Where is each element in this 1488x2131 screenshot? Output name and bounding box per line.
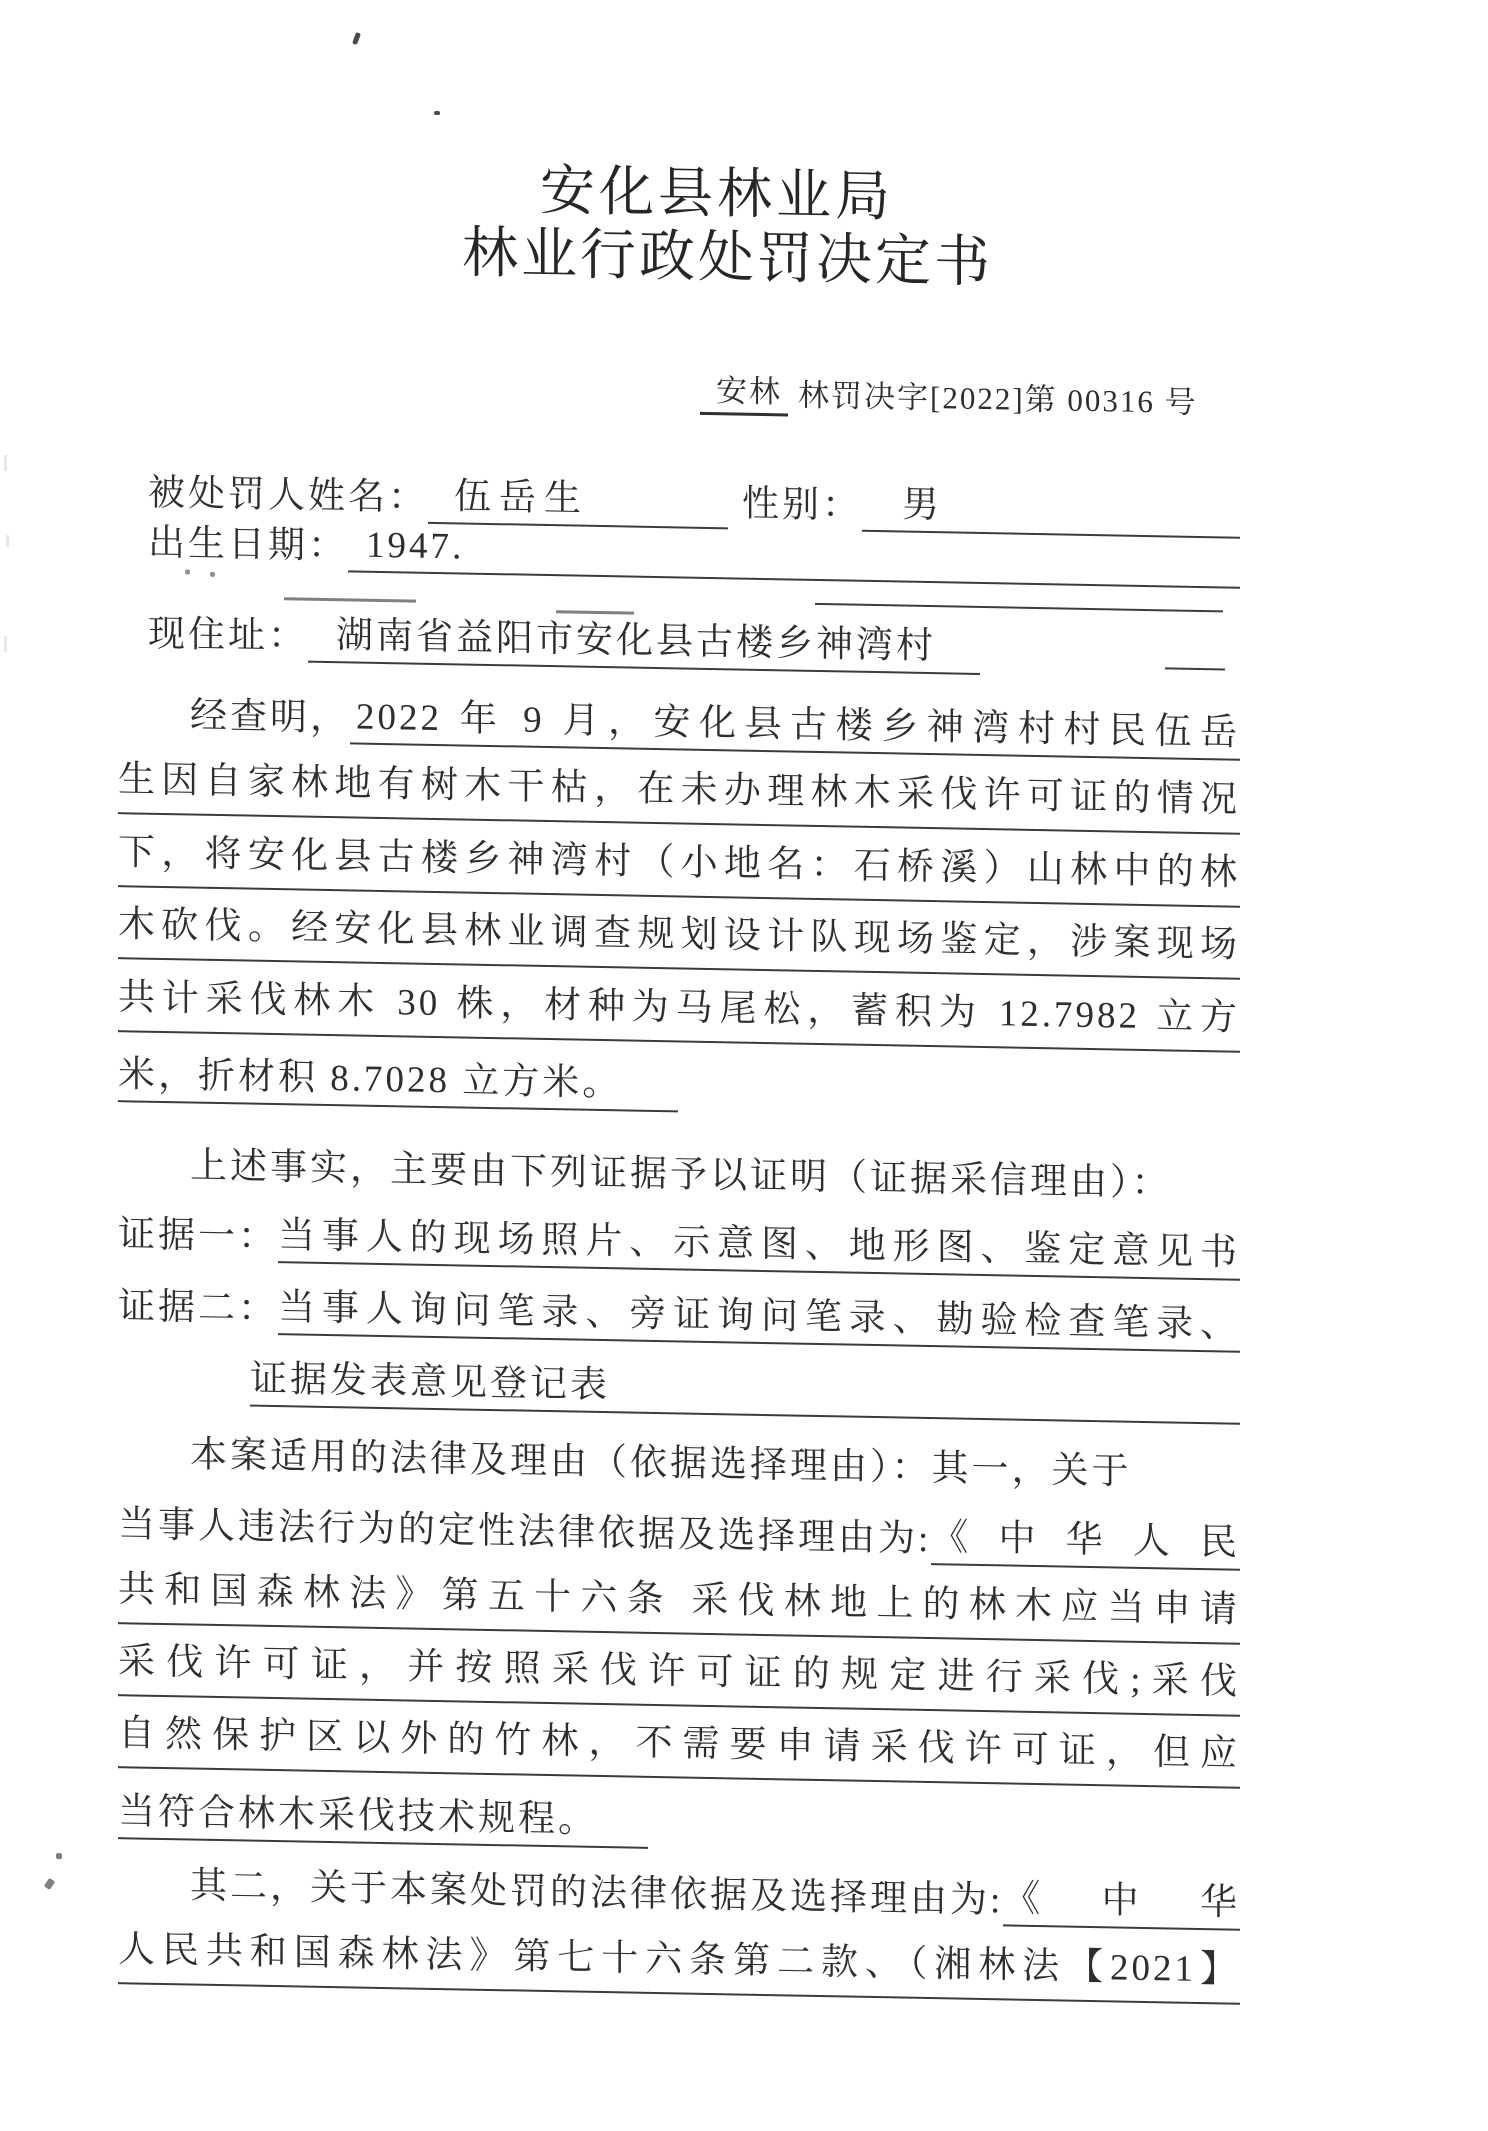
body-line-underlined: 证据发表意见登记表 <box>250 1357 1240 1425</box>
evidence-two-label: 证据二： <box>118 1285 278 1330</box>
scan-speck <box>352 32 361 45</box>
body-line <box>118 1274 1240 1353</box>
dob-value: 1947. <box>348 523 1240 589</box>
scan-edge-mark <box>4 636 7 652</box>
scan-speck <box>185 569 190 574</box>
body-line-text: 上述事实，主要由下列证据予以证明（证据采信理由）： <box>190 1145 1172 1205</box>
body-line-text: 其二，关于本案处罚的法律依据及选择理由为: <box>190 1865 1004 1921</box>
body-line: 自然保护区以外的竹林，不需要申请采伐许可证，但应 <box>118 1708 1240 1789</box>
document-number <box>700 365 1198 424</box>
scan-edge-mark <box>6 535 9 547</box>
body-line <box>250 1349 1240 1425</box>
body-line: 共和国森林法》第五十六条 采伐林地上的林木应当申请 <box>118 1564 1240 1645</box>
body-line-underlined: 《中华人民 <box>931 1516 1240 1571</box>
address-value: 湖南省益阳市安化县古楼乡神湾村 <box>308 613 980 675</box>
body-line-underlined: 当事人的现场照片、示意图、地形图、鉴定意见书 <box>278 1214 1240 1281</box>
body-line <box>118 1202 1240 1281</box>
document-title: 林业行政处罚决定书 <box>462 222 993 295</box>
body-line <box>190 1853 1240 1930</box>
field-row-address <box>148 602 980 675</box>
body-line: 共计采伐林木 30 株，材种为马尾松，蓄积为 12.7982 立方 <box>118 972 1240 1053</box>
body-line <box>190 1133 1172 1209</box>
body-line-underlined: 2022 年 9 月，安化县古楼乡神湾村村民伍岳 <box>350 695 1240 761</box>
body-line <box>190 683 1240 760</box>
body-line: 采伐许可证，并按照采伐许可证的规定进行采伐;采伐 <box>118 1636 1240 1717</box>
body-line-underlined: 米，折材积 8.7028 立方米。 <box>118 1053 678 1113</box>
name-value: 伍岳生 <box>428 474 728 529</box>
body-line-underlined: 当符合林木采伐技术规程。 <box>118 1790 648 1849</box>
document-number-rest: 林罚决字[2022]第 00316 号 <box>798 377 1198 420</box>
org-title: 安化县林业局 <box>540 159 895 228</box>
blank-field-line <box>815 603 1223 612</box>
body-line-text: 本案适用的法律及理由（依据选择理由）：其一，关于 <box>190 1434 1132 1493</box>
address-label: 现住址： <box>148 613 308 658</box>
body-line <box>118 1044 678 1112</box>
evidence-one-label: 证据一： <box>118 1213 278 1258</box>
name-label: 被处罚人姓名： <box>148 472 428 519</box>
body-line-underlined: 当事人询问笔录、旁证询问笔录、勘验检查笔录、 <box>278 1286 1240 1353</box>
body-line: 生因自家林地有树木干枯，在未办理林木采伐许可证的情况 <box>118 754 1240 835</box>
dob-label: 出生日期： <box>148 522 348 567</box>
paragraph-indent-text: 经查明， <box>190 695 350 740</box>
scan-line-fragment <box>284 597 416 602</box>
scan-speck <box>210 572 215 577</box>
gender-value: 男 <box>862 482 1240 538</box>
body-line-underlined: 《中华 <box>1003 1877 1240 1931</box>
scan-line-fragment <box>1165 667 1225 670</box>
document-number-prefix: 安林 <box>700 365 788 417</box>
gender-label: 性别： <box>742 483 862 527</box>
scan-edge-mark <box>4 455 7 471</box>
scan-speck <box>44 1878 55 1890</box>
body-line <box>118 1492 1240 1571</box>
scan-speck <box>434 111 440 115</box>
body-line <box>118 1781 648 1849</box>
body-line: 木砍伐。经安化县林业调查规划设计队现场鉴定，涉案现场 <box>118 899 1240 980</box>
body-line: 下，将安化县古楼乡神湾村（小地名：石桥溪）山林中的林 <box>118 827 1240 908</box>
body-line: 人民共和国森林法》第七十六条第二款、（湘林法【2021】 <box>118 1924 1240 2005</box>
body-line-text: 当事人违法行为的定性法律依据及选择理由为: <box>118 1503 932 1560</box>
body-line <box>190 1422 1132 1497</box>
scan-speck <box>56 1853 62 1859</box>
